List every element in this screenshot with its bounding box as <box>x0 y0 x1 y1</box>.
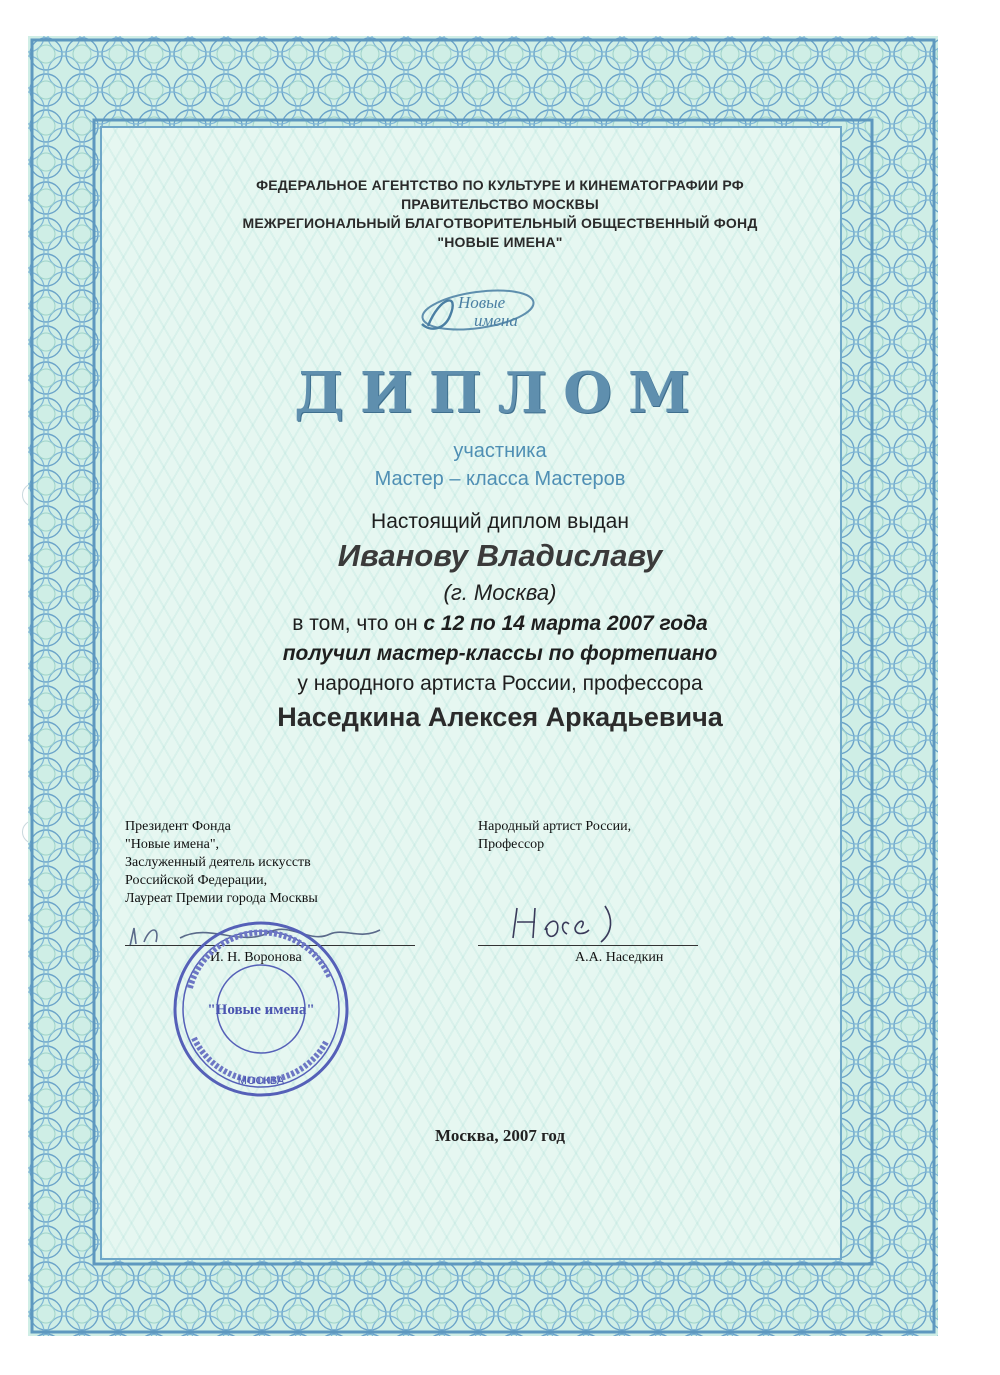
subtitle-participant: участника <box>453 440 547 462</box>
left-title-line-4: Российской Федерации, <box>125 873 268 888</box>
left-title-line-5: Лауреат Премии города Москвы <box>125 891 318 906</box>
new-names-logo <box>410 286 540 336</box>
subtitle-masterclass: Мастер – класса Мастеров <box>374 468 626 490</box>
dates-line <box>0 612 1000 636</box>
left-title-line-3: Заслуженный деятель искусств <box>125 855 311 870</box>
left-signatory-name: И. Н. Воронова <box>210 950 302 965</box>
that-prefix: в том, что он <box>292 612 418 635</box>
right-signature-line <box>478 945 698 946</box>
place-and-year: Москва, 2007 год <box>435 1126 565 1145</box>
teacher-title-line: у народного артиста России, профессора <box>297 672 703 695</box>
stamp-bottom-text: МОСКВА <box>237 1075 285 1087</box>
logo-text-top: Новые <box>458 293 506 312</box>
recipient-name: Иванову Владиславу <box>337 538 663 573</box>
right-signatory-name: А.А. Наседкин <box>575 950 664 965</box>
left-title-line-1: Президент Фонда <box>125 819 231 834</box>
issued-text: Настоящий диплом выдан <box>371 510 629 533</box>
received-line: получил мастер-классы по фортепиано <box>282 642 718 665</box>
recipient-city: (г. Москва) <box>443 580 557 605</box>
stamp-center-text: "Новые имена" <box>207 1002 315 1018</box>
header-line-2: ПРАВИТЕЛЬСТВО МОСКВЫ <box>401 196 599 212</box>
event-dates: с 12 по 14 марта 2007 года <box>423 612 708 635</box>
header-line-1: ФЕДЕРАЛЬНОЕ АГЕНТСТВО ПО КУЛЬТУРЕ И КИНЕМАТОГРАФИИ РФ <box>256 177 744 193</box>
header-line-4: "НОВЫЕ ИМЕНА" <box>437 234 563 250</box>
right-title-line-1: Народный артист России, <box>478 819 632 834</box>
issuer-header <box>0 176 1000 252</box>
left-signatory-title <box>125 818 318 908</box>
logo-text-bottom: имена <box>474 311 518 330</box>
right-title-line-2: Профессор <box>478 837 545 852</box>
right-handwritten-signature <box>505 900 635 948</box>
left-title-line-2: "Новые имена", <box>125 837 220 852</box>
foundation-seal-stamp <box>170 918 352 1100</box>
diploma-title: ДИПЛОМ <box>294 360 706 426</box>
header-line-3: МЕЖРЕГИОНАЛЬНЫЙ БЛАГОТВОРИТЕЛЬНЫЙ ОБЩЕСТВЕННЫЙ ФОНД <box>242 215 758 231</box>
right-signatory-title <box>478 818 631 854</box>
teacher-name: Наседкина Алексея Аркадьевича <box>277 702 723 732</box>
